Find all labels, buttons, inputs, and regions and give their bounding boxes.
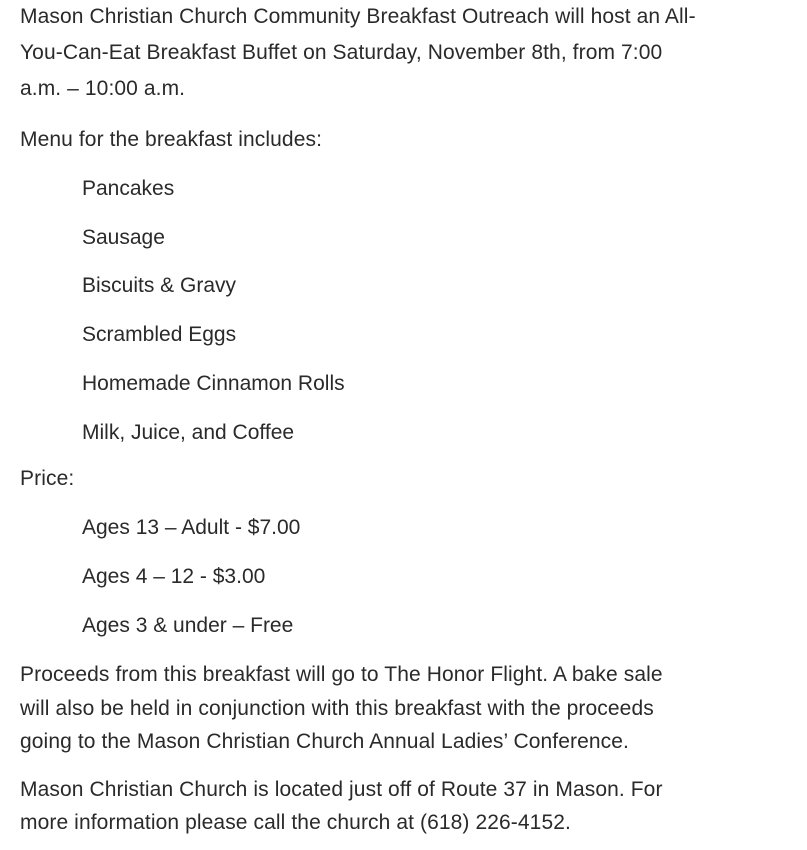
location-line-1: Mason Christian Church is located just off of Route 37 in Mason. For [20,778,663,801]
location-line-2: more information please call the church at (618) 226-4152. [20,811,571,834]
intro-line-3: a.m. – 10:00 a.m. [20,77,186,100]
menu-item: Sausage [82,226,165,249]
proceeds-line-2: will also be held in conjunction with this breakfast with the proceeds [20,697,654,720]
menu-item: Biscuits & Gravy [82,274,237,297]
menu-heading: Menu for the breakfast includes: [20,128,323,151]
price-heading: Price: [20,467,75,490]
proceeds-line-3: going to the Mason Christian Church Annual Ladies’ Conference. [20,730,629,753]
menu-item: Homemade Cinnamon Rolls [82,372,345,395]
price-item: Ages 4 – 12 - $3.00 [82,565,266,588]
price-item: Ages 3 & under – Free [82,614,294,637]
proceeds-line-1: Proceeds from this breakfast will go to The Honor Flight. A bake sale [20,663,663,686]
intro-line-1: Mason Christian Church Community Breakfast Outreach will host an All- [20,5,696,28]
price-item: Ages 13 – Adult - $7.00 [82,516,301,539]
menu-item: Scrambled Eggs [82,323,237,346]
menu-item: Pancakes [82,177,175,200]
menu-item: Milk, Juice, and Coffee [82,421,295,444]
intro-line-2: You-Can-Eat Breakfast Buffet on Saturday, November 8th, from 7:00 [20,41,663,64]
